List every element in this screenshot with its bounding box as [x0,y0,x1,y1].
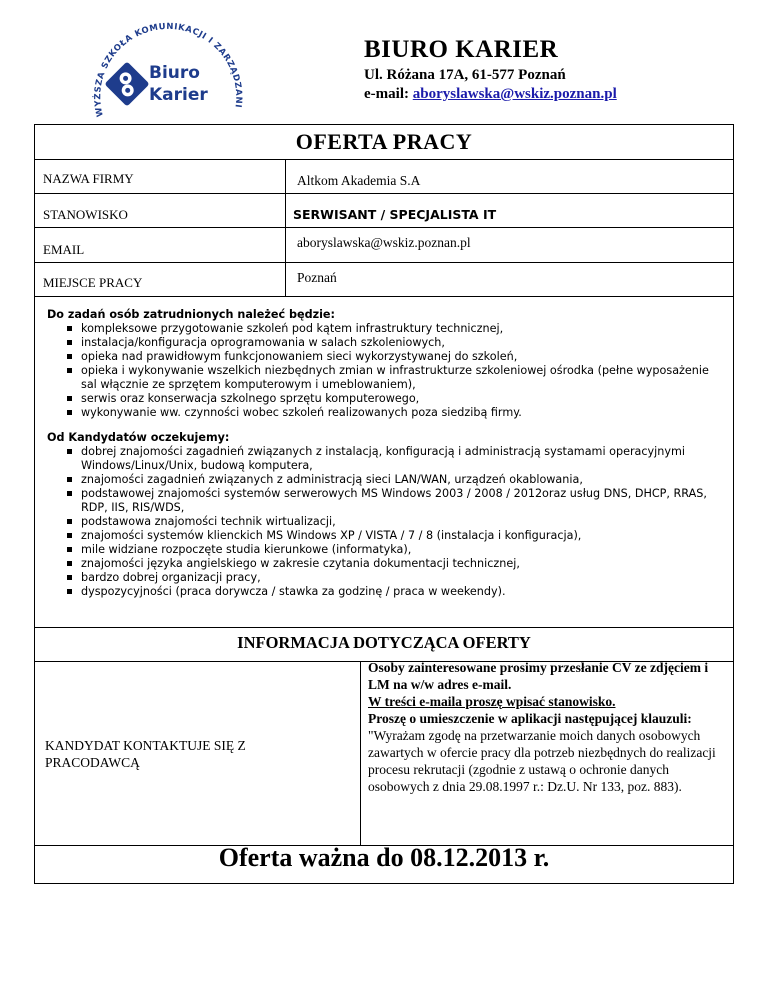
instruction-email-subject: W treści e-maila proszę wpisać stanowisko. [368,694,616,709]
office-address: Ul. Różana 17A, 61-577 Poznań [364,67,566,83]
logo-word-2: Karier [149,85,208,105]
requirements-title: Od Kandydatów oczekujemy: [47,431,230,444]
requirement-item: dobrej znajomości zagadnień związanych z instalacją, konfiguracją i administracją systamami operacyjnymi Windows/Linux/Unix, budową komputera, [47,445,723,473]
duty-item: instalacja/konfiguracja oprogramowania w salach szkoleniowych, [47,336,723,350]
divider [35,227,733,228]
requirement-item: podstawowej znajomości systemów serwerowych MS Windows 2003 / 2008 / 2012oraz usług DNS, DHCP, RRAS, RDP, IIS, RIS/WDS, [47,487,723,515]
office-email-link[interactable]: aboryslawska@wskiz.poznan.pl [412,86,617,102]
duty-item: serwis oraz konserwacja szkolnego sprzętu komputerowego, [47,392,723,406]
position-value: SERWISANT / SPECJALISTA IT [293,207,497,222]
logo-ring-text: WYŻSZA SZKOŁA KOMUNIKACJI I ZARZĄDZANI [93,21,244,118]
instruction-send-cv: Osoby zainteresowane prosimy przesłanie CV ze zdjęciem i LM na w/w adres e-mail. [368,660,709,692]
company-label: NAZWA FIRMY [43,171,134,186]
duties-section [47,308,723,420]
email-label: e-mail: [364,86,413,102]
requirement-item: znajomości systemów klienckich MS Windows XP / VISTA / 7 / 8 (instalacja i konfiguracja), [47,529,723,543]
duty-item: opieka nad prawidłowym funkcjonowaniem sieci wykorzystywanej do szkoleń, [47,350,723,364]
company-value: Altkom Akademia S.A [297,173,421,188]
requirement-item: mile widziane rozpoczęte studia kierunkowe (informatyka), [47,543,723,557]
requirement-item: bardzo dobrej organizacji pracy, [47,571,723,585]
email-field-label: EMAIL [43,242,85,257]
biuro-karier-logo [85,18,245,128]
position-label: STANOWISKO [43,207,128,222]
info-title: INFORMACJA DOTYCZĄCA OFERTY [237,633,531,652]
divider [35,193,733,194]
location-label: MIEJSCE PRACY [43,275,143,290]
requirement-item: znajomości języka angielskiego w zakresie czytania dokumentacji technicznej, [47,557,723,571]
office-title: BIURO KARIER [364,36,559,63]
consent-clause: "Wyrażam zgodę na przetwarzanie moich danych osobowych zawartych w ofercie pracy dla potrzeb niezbędnych do realizacji procesu rekrutacji (zgodnie z ustawą o ochronie danych osobowych z dnia 29.08.1997 r.: Dz.U. Nr 133, poz. 883). [368,728,716,794]
requirement-item: podstawowa znajomości technik wirtualizacji, [47,515,723,529]
column-divider [360,661,361,845]
divider [35,262,733,263]
duty-item: opieka i wykonywanie wszelkich niezbędnych zmian w infrastrukturze szkoleniowej ośrodka (pełne wyposażenie sal włącznie ze sprzętem komputerowym i umeblowaniem), [47,364,723,392]
offer-title: OFERTA PRACY [295,129,473,154]
divider [35,296,733,297]
requirements-section [47,431,723,599]
office-email-line [364,86,617,103]
duty-item: kompleksowe przygotowanie szkoleń pod kątem infrastruktury technicznej, [47,322,723,336]
email-field-value: aboryslawska@wskiz.poznan.pl [297,235,471,250]
requirement-item: znajomości zagadnień związanych z administracją sieci LAN/WAN, urządzeń okablowania, [47,473,723,487]
offer-validity: Oferta ważna do 08.12.2013 r. [218,843,550,872]
offer-frame [34,124,734,884]
duty-item: wykonywanie ww. czynności wobec szkoleń realizowanych poza siedzibą firmy. [47,406,723,420]
contact-label: KANDYDAT KONTAKTUJE SIĘ Z PRACODAWCĄ [45,738,246,770]
instruction-clause-request: Proszę o umieszczenie w aplikacji następującej klauzuli: [368,711,692,726]
divider [35,159,733,160]
info-header [35,627,733,661]
logo-word-1: Biuro [149,63,200,83]
requirement-item: dyspozycyjności (praca dorywcza / stawka za godzinę / praca w weekendy). [47,585,723,599]
duties-title: Do zadań osób zatrudnionych należeć będzie: [47,308,335,321]
application-instructions [368,659,728,795]
location-value: Poznań [297,270,337,285]
